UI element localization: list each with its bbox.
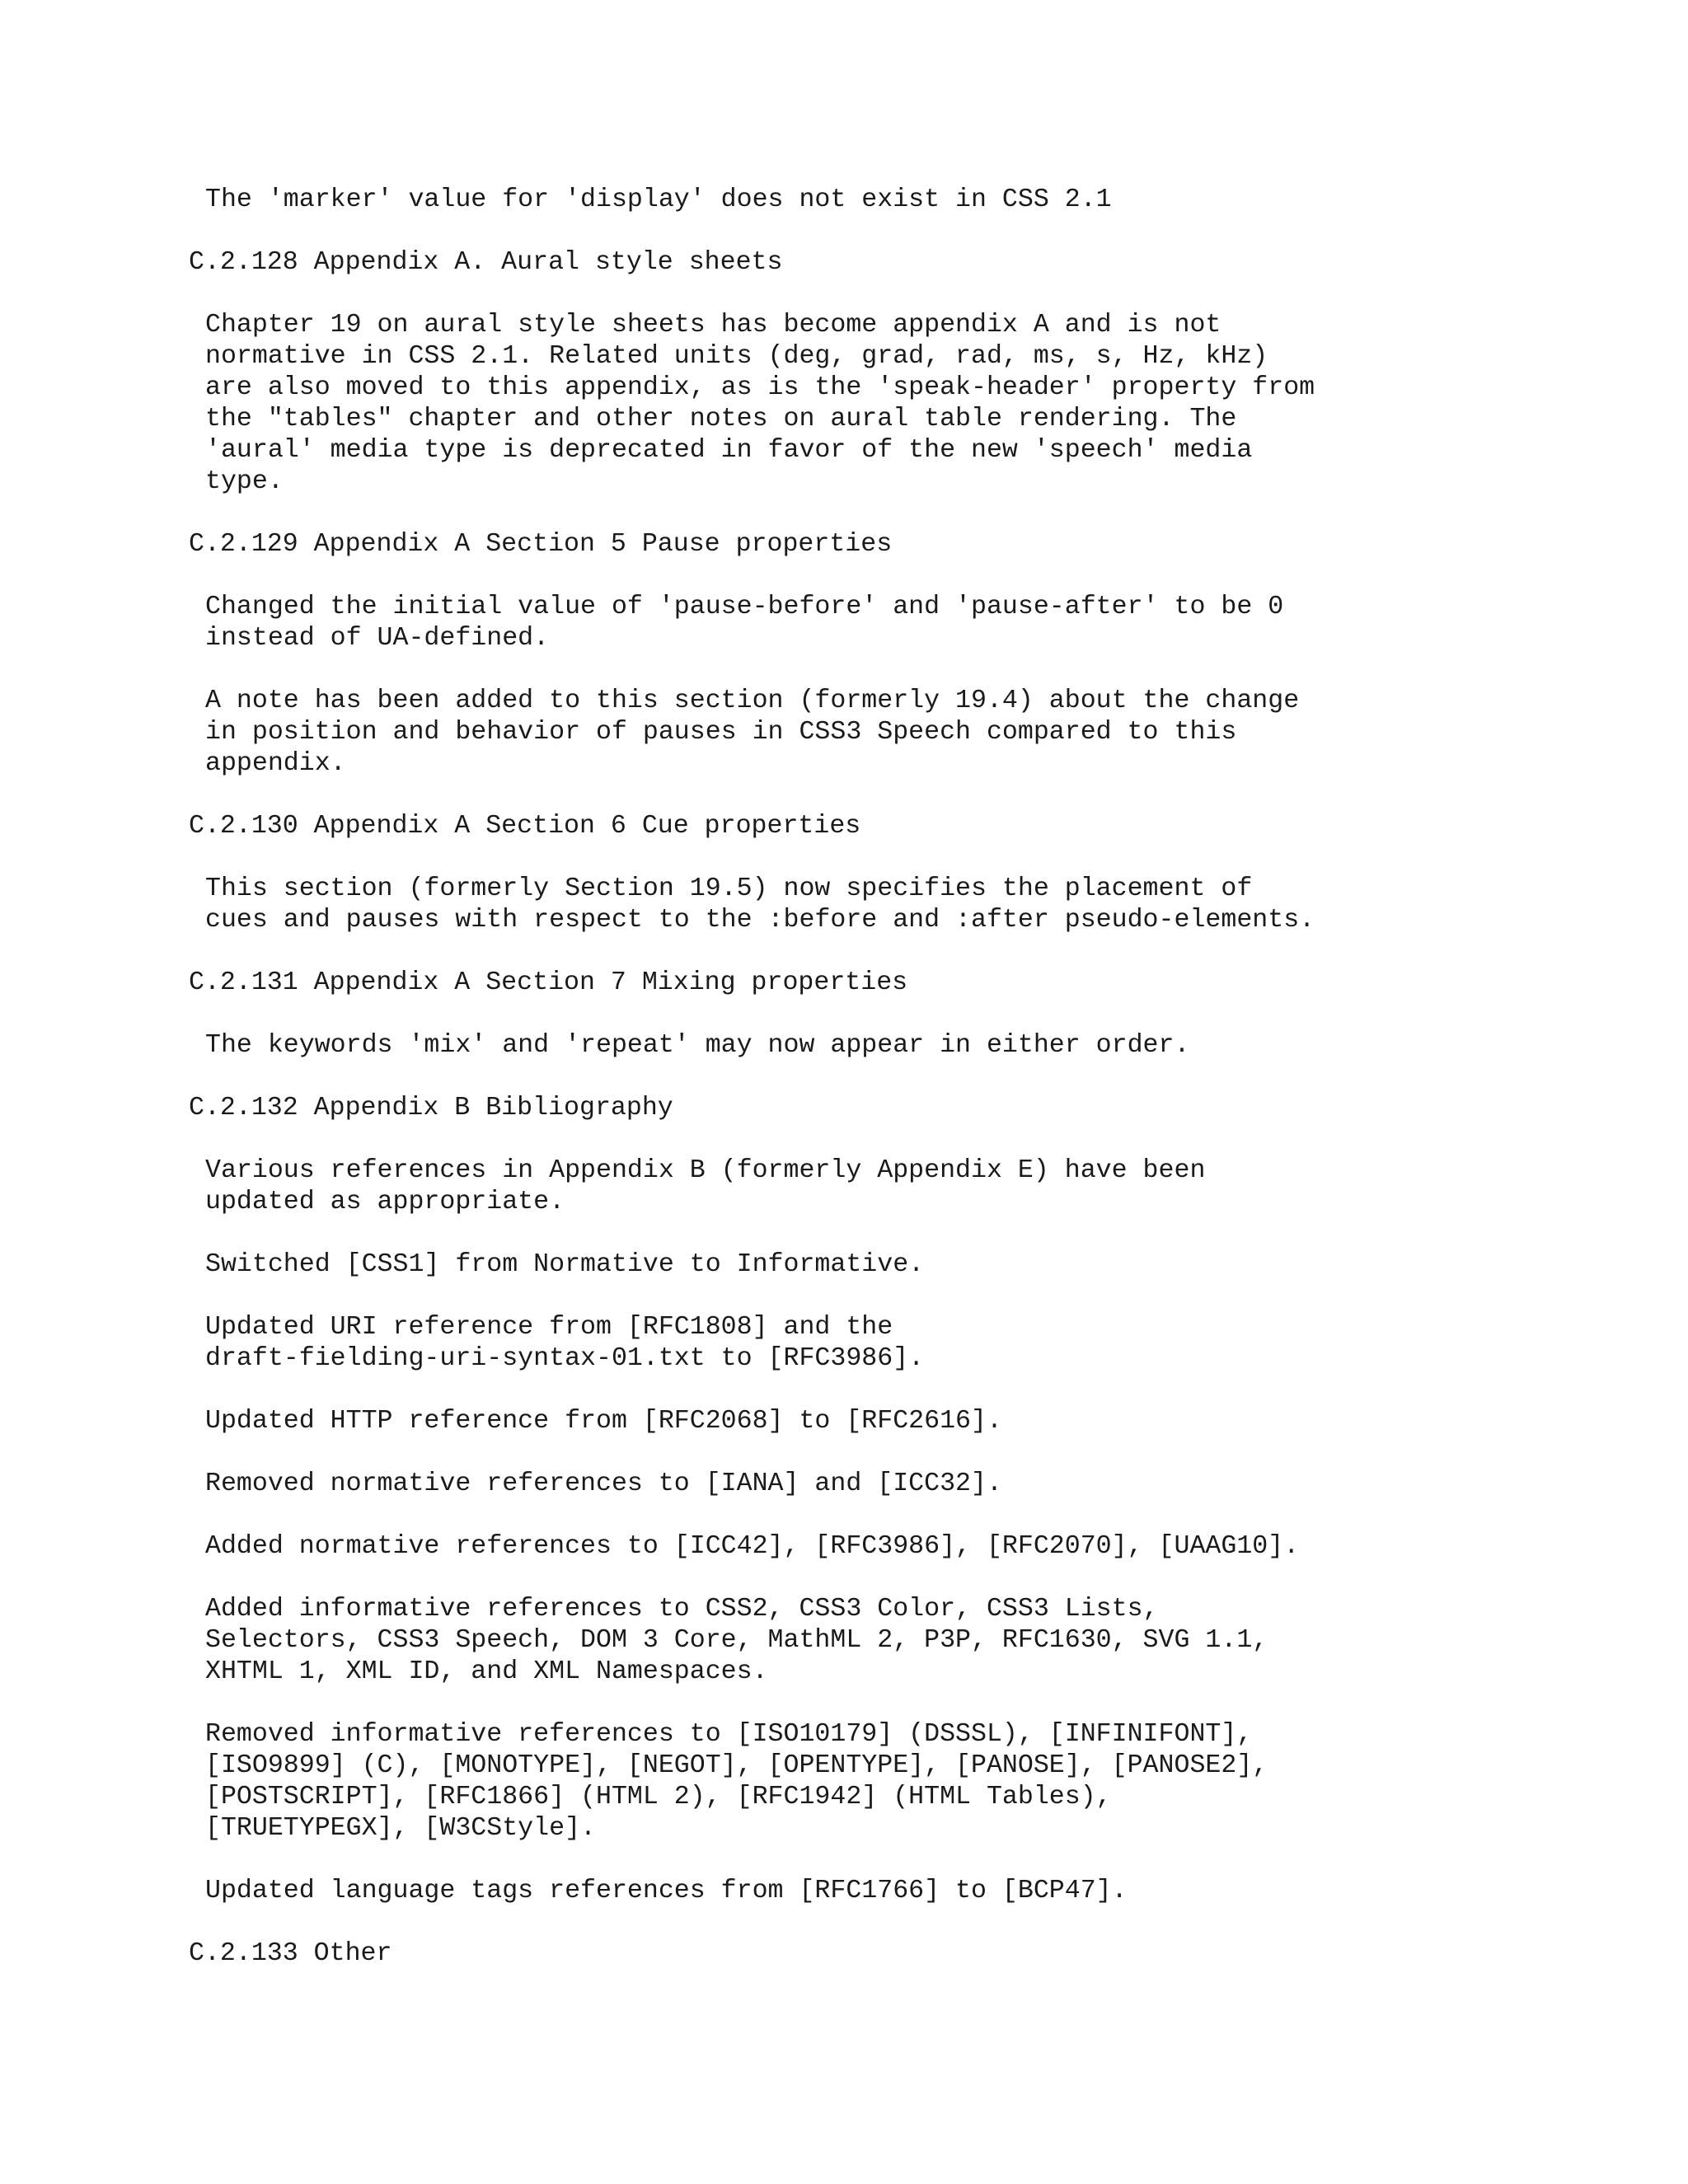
paragraph-css1-switched: Switched [CSS1] from Normative to Informative.	[205, 1250, 925, 1279]
paragraph-added-informative: Added informative references to CSS2, CSS3 Color, CSS3 Lists, Selectors, CSS3 Speech, DOM 3 Core, MathML 2, P3P, RFC1630, SVG 1.1, XHTML 1, XML ID, and XML Namespaces.	[205, 1595, 1268, 1686]
paragraph-removed-normative: Removed normative references to [IANA] and [ICC32].	[205, 1469, 1002, 1498]
paragraph-mixing-keywords: The keywords 'mix' and 'repeat' may now appear in either order.	[205, 1031, 1190, 1060]
section-heading-c-2-131: C.2.131 Appendix A Section 7 Mixing properties	[189, 968, 908, 997]
paragraph-uri-reference: Updated URI reference from [RFC1808] and the draft-fielding-uri-syntax-01.txt to [RFC3986].	[205, 1313, 925, 1373]
section-heading-c-2-133: C.2.133 Other	[189, 1939, 392, 1968]
section-heading-c-2-132: C.2.132 Appendix B Bibliography	[189, 1094, 673, 1122]
section-heading-c-2-130: C.2.130 Appendix A Section 6 Cue properties	[189, 812, 861, 841]
paragraph-pause-initial-value: Changed the initial value of 'pause-before' and 'pause-after' to be 0 instead of UA-defined.	[205, 593, 1284, 653]
paragraph-added-normative: Added normative references to [ICC42], [RFC3986], [RFC2070], [UAAG10].	[205, 1532, 1300, 1561]
paragraph-pause-note: A note has been added to this section (formerly 19.4) about the change in position and behavior of pauses in CSS3 Speech compared to this appendix.	[205, 687, 1300, 778]
paragraph-references-updated: Various references in Appendix B (formerly Appendix E) have been updated as appropriate.	[205, 1156, 1206, 1216]
paragraph-language-tags: Updated language tags references from [RFC1766] to [BCP47].	[205, 1877, 1128, 1905]
paragraph-aural-style-sheets: Chapter 19 on aural style sheets has become appendix A and is not normative in CSS 2.1. Related units (deg, grad, rad, ms, s, Hz, kHz) are also moved to this appendix, as is the 'speak-header' property from the "tables" chapter and other notes on aural table rendering. The 'aural' media type is deprecated in favor of the new 'speech' media type.	[205, 311, 1315, 496]
paragraph-marker-note: The 'marker' value for 'display' does not exist in CSS 2.1	[205, 185, 1112, 214]
section-heading-c-2-128: C.2.128 Appendix A. Aural style sheets	[189, 248, 783, 277]
paragraph-cue-placement: This section (formerly Section 19.5) now specifies the placement of cues and pauses with respect to the :before and :after pseudo-elements.	[205, 874, 1315, 935]
section-heading-c-2-129: C.2.129 Appendix A Section 5 Pause properties	[189, 530, 893, 559]
paragraph-removed-informative: Removed informative references to [ISO10179] (DSSSL), [INFINIFONT], [ISO9899] (C), [MONOTYPE], [NEGOT], [OPENTYPE], [PANOSE], [PANOSE2], [POSTSCRIPT], [RFC1866] (HTML 2), [RFC1942] (HTML Tables), [TRUETYPEGX], [W3CStyle].	[205, 1720, 1268, 1843]
paragraph-http-reference: Updated HTTP reference from [RFC2068] to [RFC2616].	[205, 1407, 1002, 1436]
document-page	[189, 185, 1656, 2001]
